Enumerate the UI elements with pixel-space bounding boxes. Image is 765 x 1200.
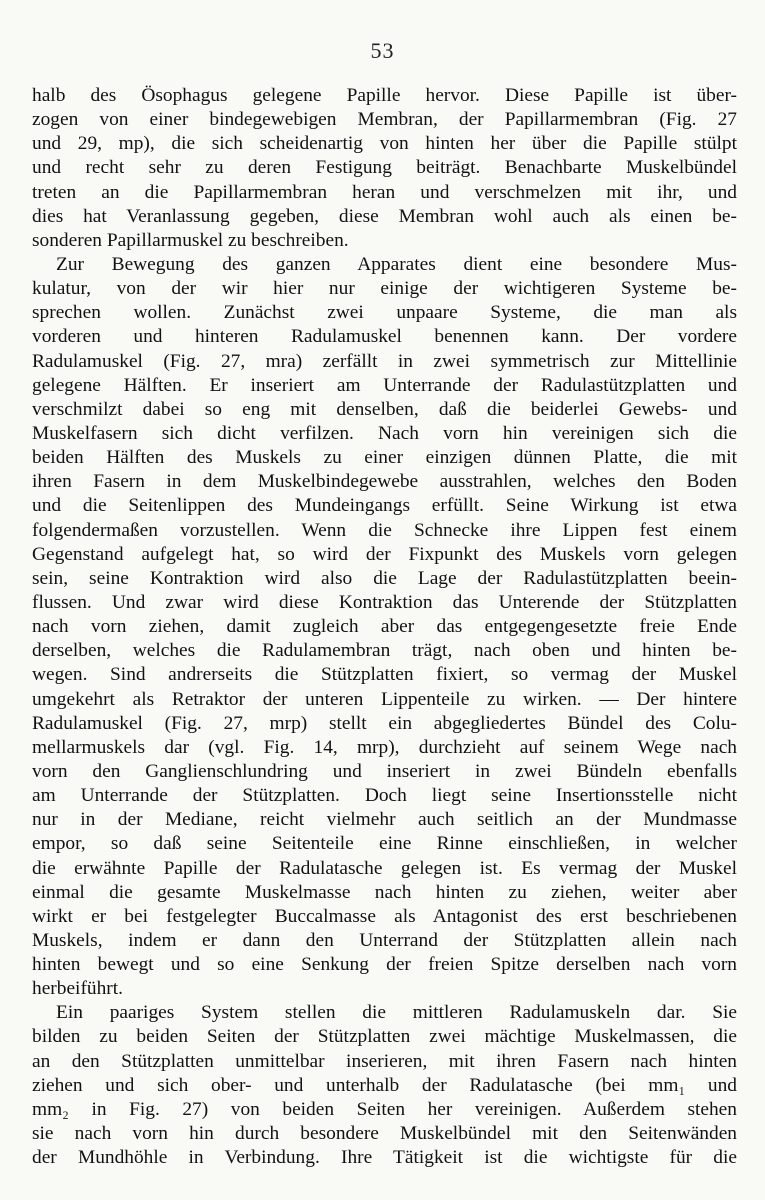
text-line: vorderen und hinteren Radulamuskel benennen kann. Der vordere <box>32 326 737 348</box>
text-line: mellarmuskels dar (vgl. Fig. 14, mrp), durchzieht auf seinem Wege nach <box>32 736 737 758</box>
text-line: Radulamuskel (Fig. 27, mra) zerfällt in zwei symmetrisch zur Mittellinie <box>32 350 737 372</box>
text-line: sie nach vorn hin durch besondere Muskelbündel mit den Seitenwänden <box>32 1123 737 1145</box>
text-line: ziehen und sich ober- und unterhalb der Radulatasche (bei mm₁ und <box>32 1074 737 1096</box>
text-line: Ein paariges System stellen die mittleren Radulamuskeln dar. Sie <box>56 1002 737 1024</box>
text-line: vorn den Ganglienschlundring und inseriert in zwei Bündeln ebenfalls <box>32 760 737 782</box>
text-line: wirkt er bei festgelegter Buccalmasse als Antagonist des erst beschriebenen <box>32 905 737 927</box>
text-line: zogen von einer bindegewebigen Membran, der Papillarmembran (Fig. 27 <box>32 109 737 131</box>
text-line: kulatur, von der wir hier nur einige der wichtigeren Systeme be- <box>32 278 737 300</box>
text-line: verschmilzt dabei so eng mit denselben, daß die beiderlei Gewebs- und <box>32 398 737 420</box>
text-line: sprechen wollen. Zunächst zwei unpaare Systeme, die man als <box>32 302 737 324</box>
text-line: Muskels, indem er dann den Unterrand der Stützplatten allein nach <box>32 929 737 951</box>
text-line: halb des Ösophagus gelegene Papille hervor. Diese Papille ist über- <box>32 85 737 106</box>
text-line: sein, seine Kontraktion wird also die Lage der Radulastützplatten beein- <box>32 567 737 589</box>
text-line: derselben, welches die Radulamembran trägt, nach oben und hinten be- <box>32 640 737 662</box>
text-line: folgendermaßen vorzustellen. Wenn die Schnecke ihre Lippen fest einem <box>32 519 737 541</box>
text-line: die erwähnte Papille der Radulatasche gelegen ist. Es vermag der Muskel <box>32 857 737 879</box>
text-line: nach vorn ziehen, damit zugleich aber das entgegengesetzte freie Ende <box>32 616 737 638</box>
text-line: Muskelfasern sich dicht verfilzen. Nach vorn hin vereinigen sich die <box>32 422 737 444</box>
text-line: Radulamuskel (Fig. 27, mrp) stellt ein abgegliedertes Bündel des Colu- <box>32 712 737 734</box>
text-line: gelegene Hälften. Er inseriert am Unterrande der Radulastützplatten und <box>32 374 737 396</box>
text-line: dies hat Veranlassung gegeben, diese Membran wohl auch als einen be- <box>32 205 737 227</box>
text-line: und 29, mp), die sich scheidenartig von hinten her über die Papille stülpt <box>32 133 737 155</box>
text-line: beiden Hälften des Muskels zu einer einzigen dünnen Platte, die mit <box>32 447 737 469</box>
text-line: herbeiführt. <box>32 978 123 1000</box>
text-line: ihren Fasern in dem Muskelbindegewebe ausstrahlen, welches den Boden <box>32 471 737 493</box>
text-line: und die Seitenlippen des Mundeingangs erfüllt. Seine Wirkung ist etwa <box>32 495 737 517</box>
text-line: und recht sehr zu deren Festigung beiträgt. Benachbarte Muskelbündel <box>32 157 737 179</box>
text-line: mm₂ in Fig. 27) von beiden Seiten her vereinigen. Außerdem stehen <box>32 1098 737 1120</box>
page-number: 53 <box>370 38 395 63</box>
text-line: an den Stützplatten unmittelbar inserieren, mit ihren Fasern nach hinten <box>32 1050 737 1072</box>
text-line: umgekehrt als Retraktor der unteren Lippenteile zu wirken. — Der hintere <box>32 688 737 710</box>
text-line: am Unterrande der Stützplatten. Doch liegt seine Insertionsstelle nicht <box>32 785 737 807</box>
text-line: Zur Bewegung des ganzen Apparates dient eine besondere Mus- <box>56 253 737 275</box>
text-line: sonderen Papillarmuskel zu beschreiben. <box>32 229 349 251</box>
text-line: einmal die gesamte Muskelmasse nach hinten zu ziehen, weiter aber <box>32 881 737 903</box>
text-line: empor, so daß seine Seitenteile eine Rinne einschließen, in welcher <box>32 833 737 855</box>
text-line: treten an die Papillarmembran heran und verschmelzen mit ihr, und <box>32 181 737 203</box>
text-line: Gegenstand aufgelegt hat, so wird der Fixpunkt des Muskels vorn gelegen <box>32 543 737 565</box>
text-line: bilden zu beiden Seiten der Stützplatten zwei mächtige Muskelmassen, die <box>32 1026 737 1048</box>
text-line: wegen. Sind andrerseits die Stützplatten fixiert, so vermag der Muskel <box>32 664 737 686</box>
text-line: flussen. Und zwar wird diese Kontraktion das Unterende der Stützplatten <box>32 591 737 613</box>
text-line: der Mundhöhle in Verbindung. Ihre Tätigkeit ist die wichtigste für die <box>32 1147 737 1169</box>
body-text <box>32 84 737 1170</box>
text-line: nur in der Mediane, reicht vielmehr auch seitlich an der Mundmasse <box>32 809 737 831</box>
text-line: hinten bewegt und so eine Senkung der freien Spitze derselben nach vorn <box>32 954 737 976</box>
